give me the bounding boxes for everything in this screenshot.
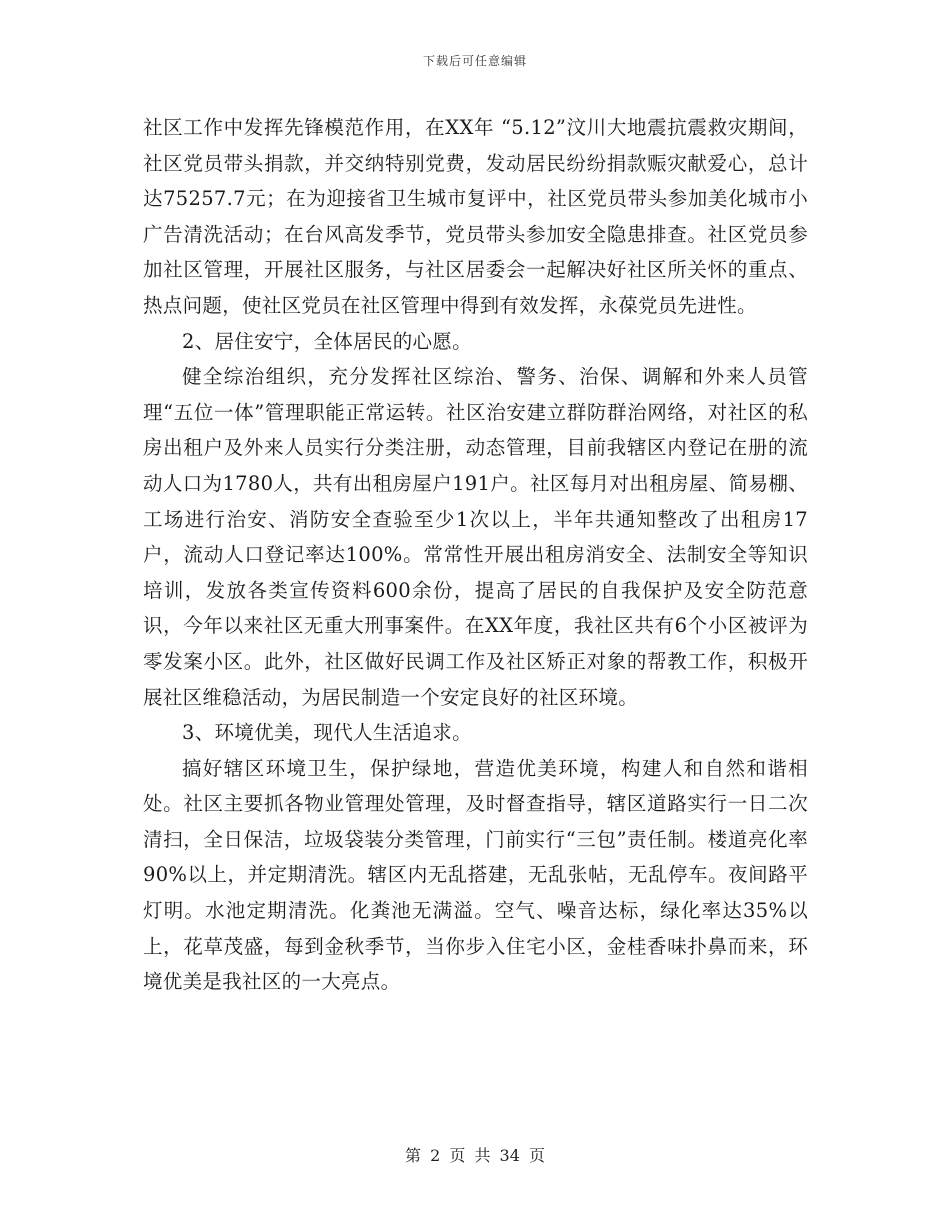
heading-environment: 3、环境优美，现代人生活追求。 xyxy=(182,721,472,745)
page-header: 下载后可任意编辑 xyxy=(422,54,527,68)
paragraph-environment: 搞好辖区环境卫生，保护绿地，营造优美环境，构建人和自然和谐相处。社区主要抓各物业管理处管理，及时督查指导，辖区道路实行一日二次清扫，全日保洁，垃圾袋装分类管理，门前实行“三包”责任制。楼道亮化率90%以上，并定期清洗。辖区内无乱搭建，无乱张帖，无乱停车。夜间路平灯明。水池定期清洗。化粪池无满溢。空气、噪音达标，绿化率达35%以上，花草茂盛，每到金秋季节，当你步入住宅小区，金桂香味扑鼻而来，环境优美是我社区的一大亮点。 xyxy=(143,756,808,994)
document-body xyxy=(143,110,808,1000)
heading-residential-security: 2、居住安宁，全体居民的心愿。 xyxy=(182,329,472,353)
page-footer: 第 2 页 共 34 页 xyxy=(405,1146,545,1165)
paragraph-security: 健全综治组织，充分发挥社区综治、警务、治保、调解和外来人员管理“五位一体”管理职能正常运转。社区治安建立群防群治网络，对社区的私房出租户及外来人员实行分类注册，动态管理，目前我辖区内登记在册的流动人口为1780人，共有出租房屋户191户。社区每月对出租房屋、简易棚、工场进行治安、消防安全查验至少1次以上，半年共通知整改了出租房17户，流动人口登记率达100%。常常性开展出租房消安全、法制安全等知识培训，发放各类宣传资料600余份，提高了居民的自我保护及安全防范意识，今年以来社区无重大刑事案件。在XX年度，我社区共有6个小区被评为零发案小区。此外，社区做好民调工作及社区矫正对象的帮教工作，积极开展社区维稳活动，为居民制造一个安定良好的社区环境。 xyxy=(143,365,808,709)
paragraph-party-members: 社区工作中发挥先锋模范作用，在XX年 “5.12”汶川大地震抗震救灾期间，社区党员带头捐款，并交纳特别党费，发动居民纷纷捐款赈灾献爱心，总计达75257.7元；在为迎接省卫生城市复评中，社区党员带头参加美化城市小广告清洗活动；在台风高发季节，党员带头参加安全隐患排查。社区党员参加社区管理，开展社区服务，与社区居委会一起解决好社区所关怀的重点、热点问题，使社区党员在社区管理中得到有效发挥，永葆党员先进性。 xyxy=(143,116,808,317)
